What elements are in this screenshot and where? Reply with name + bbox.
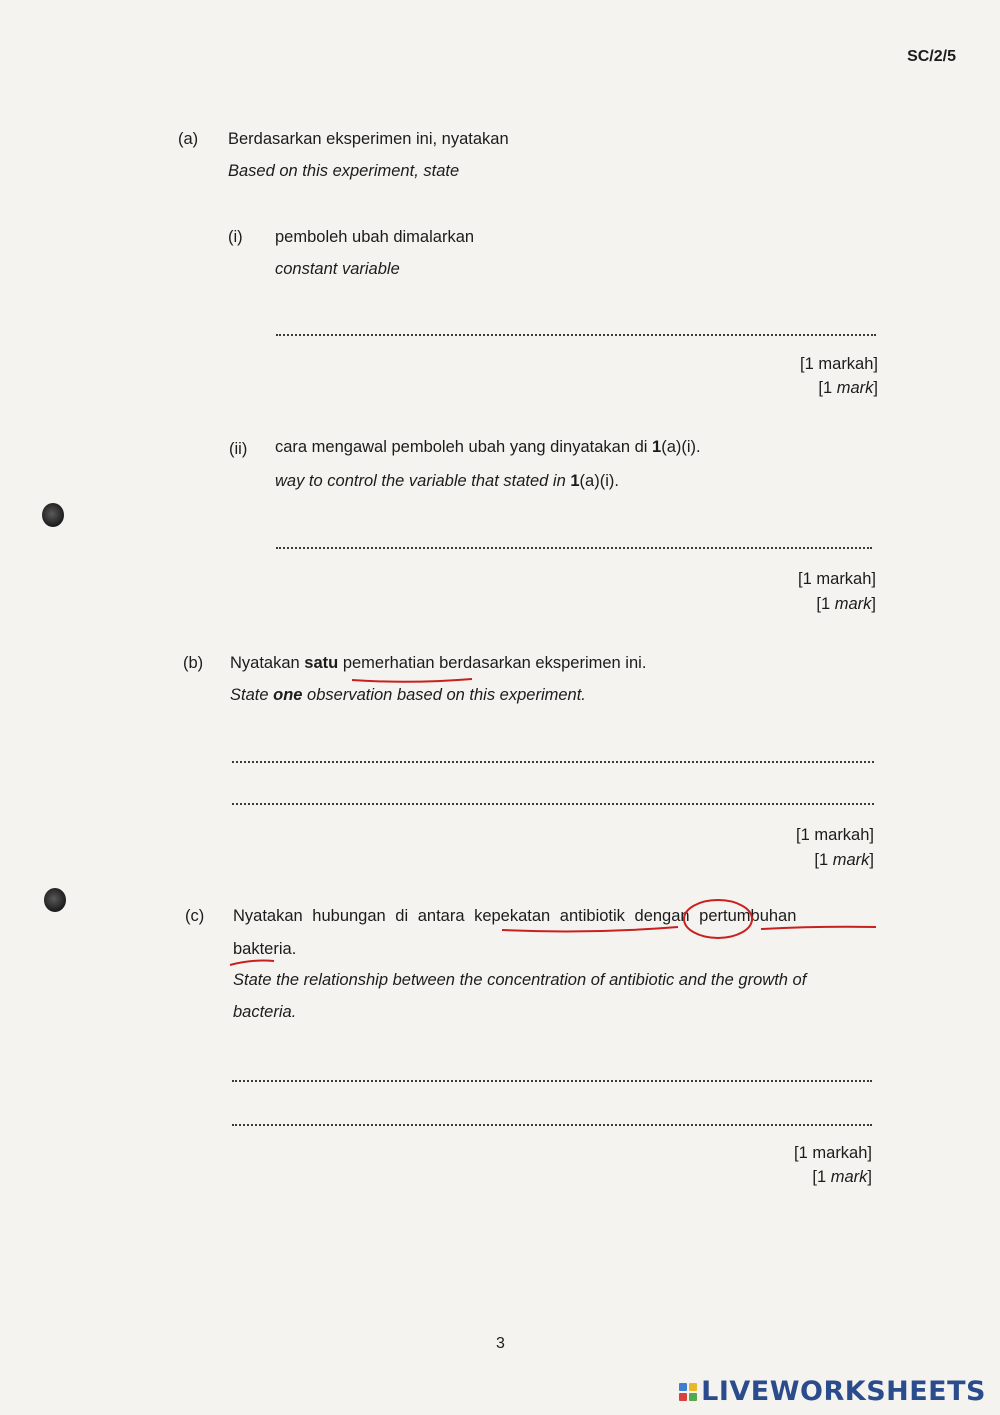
part-b-label: (b) [183,654,204,672]
underline-pemerhatian [350,674,475,686]
part-b-mark-ms: [1 markah] [796,826,874,844]
part-b-mark-en: [1 mark] [814,851,874,869]
part-c-label: (c) [185,907,205,925]
circle-dengan [680,897,760,943]
part-a-question-en: Based on this experiment, state [228,162,460,180]
part-a-i-text-en: constant variable [275,260,400,278]
part-c-text-ms-line2: bakteria. [233,940,297,958]
part-b-text-en: State one observation based on this experiment. [230,686,586,704]
underline-kepekatan-antibiotik [500,922,682,936]
brand-name: LIVEWORKSHEETS [701,1376,986,1407]
part-a-i-label: (i) [228,228,243,246]
liveworksheets-grid-icon [679,1383,697,1401]
part-a-ii-text-en: way to control the variable that stated in 1(a)(i). [275,472,619,490]
paper-code: SC/2/5 [907,48,956,65]
punch-hole-top [42,503,64,527]
part-a-ii-text-ms: cara mengawal pemboleh ubah yang dinyatakan di 1(a)(i). [275,438,701,456]
part-c-mark-ms: [1 markah] [794,1144,872,1162]
underline-bakteria [228,955,278,969]
part-a-i-mark-en: [1 mark] [818,379,878,397]
punch-hole-bottom [44,888,66,912]
answer-line-b-1[interactable] [232,761,874,763]
part-b-text-ms: Nyatakan satu pemerhatian berdasarkan eksperimen ini. [230,654,647,672]
part-c-text-ms-line1: Nyatakan hubungan di antara kepekatan antibiotik dengan pertumbuhan [233,907,797,925]
page-number: 3 [496,1335,505,1352]
answer-line-c-1[interactable] [232,1080,872,1082]
part-a-i-text-ms: pemboleh ubah dimalarkan [275,228,475,246]
part-c-text-en-line1: State the relationship between the concentration of antibiotic and the growth of [233,971,807,989]
part-a-label: (a) [178,130,199,148]
part-a-ii-mark-ms: [1 markah] [798,570,876,588]
answer-line-a-i[interactable] [276,334,876,336]
underline-pertumbuhan [758,921,880,935]
part-c-mark-en: [1 mark] [812,1168,872,1186]
answer-line-a-ii[interactable] [276,547,872,549]
liveworksheets-logo[interactable] [679,1376,986,1407]
part-a-question-ms: Berdasarkan eksperimen ini, nyatakan [228,130,509,148]
part-a-i-mark-ms: [1 markah] [800,355,878,373]
answer-line-b-2[interactable] [232,803,874,805]
part-a-ii-mark-en: [1 mark] [816,595,876,613]
part-c-text-en-line2: bacteria. [233,1003,297,1021]
part-a-ii-label: (ii) [229,440,248,458]
answer-line-c-2[interactable] [232,1124,872,1126]
